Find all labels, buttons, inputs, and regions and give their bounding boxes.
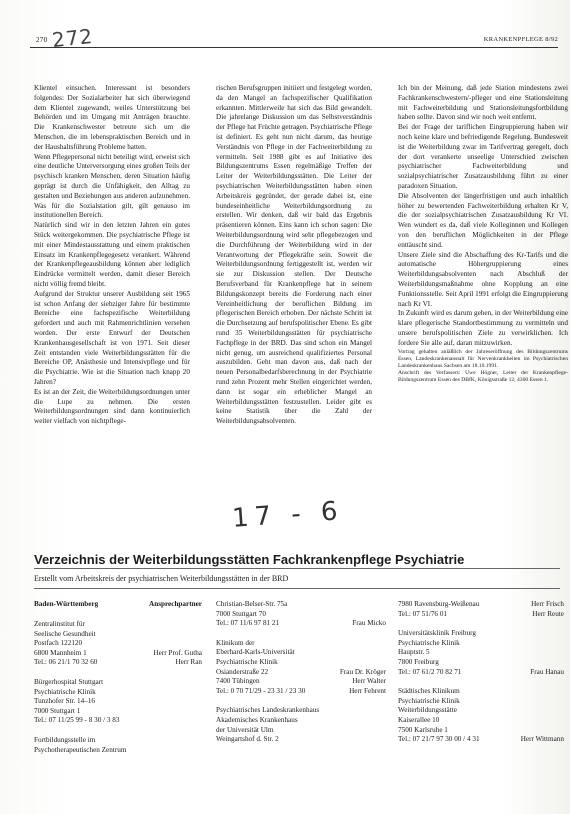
paragraph: Klientel einsuchen. Interessant ist besonders folgendes: Der Sozialarbeiter hat sich überwiegend dem Klientel zugewandt, weiles Unterstützung bei Behörden und im Umgang mit Anträgen brauchte. Die Krankenschwester betreute sich um die Menschen, die im lebenspraktischen Bereich und in der Haushaltsführung Probleme hatten.	[34, 84, 190, 151]
entry-line	[398, 735, 564, 745]
contact-person: Herr Frisch	[531, 600, 564, 608]
directory-entry	[216, 639, 386, 697]
address-text: Zentralinstitut für	[34, 620, 85, 628]
entry-line	[34, 649, 202, 659]
address-text: Postfach 122120	[34, 639, 83, 648]
entry-line	[34, 658, 202, 668]
entry-line	[216, 716, 386, 726]
directory-column-1	[34, 620, 202, 765]
entry-line	[398, 668, 564, 678]
paragraph: Bei der Frage der tariflichen Eingruppierung haben wir noch keine klare und befriedigende Regelung. Bundesweit ist die Weiterbildung zwar im Tarifvertrag geregelt, doch der dort verankerte unseelige Unterschied zwischen psychiatrischer Fachweiterbildung und sozialpsychiatrischer Zusatzausbildung führt zu einer paradoxen Situation.	[398, 123, 568, 190]
author-address: Anschrift des Verfassers: Uwe Högner, Leiter der Krankenpflege-Bildungszentrum Essen des DBfK, Königsstraße 12, 4300 Essen 1.	[398, 370, 568, 384]
article-column-3	[398, 84, 568, 572]
address-text: Weiterbildungsstätte	[398, 706, 457, 715]
directory-entry	[398, 629, 564, 677]
address-text: Psychiatrische Klinik	[398, 638, 460, 647]
entry-line	[216, 639, 386, 649]
address-text: Kaiserallee 10	[398, 715, 440, 724]
directory-entry	[34, 620, 202, 668]
entry-line	[216, 619, 386, 629]
entry-line	[34, 697, 202, 707]
footnote: Vortrag gehalten anläßlich der Jahreseröffnung des Bildungszentrums Essen, Landeskrankenanstalt für Nervenkrankheiten im Psychiatrischen Landeskrankenhaus Sachsen am 18.10.1991.	[398, 348, 568, 369]
entry-line	[34, 678, 202, 688]
contact-person: Frau Dr. Kröger	[339, 667, 386, 676]
entry-line	[398, 716, 564, 726]
entry-line	[398, 629, 564, 639]
address-text: der Universität Ulm	[216, 725, 274, 734]
entry-line	[216, 687, 386, 697]
handwritten-annotation: 17 - 6	[231, 496, 345, 534]
contact-person: Herr Ran	[175, 658, 202, 667]
address-text: Weingartshof d. Str. 2	[216, 735, 279, 744]
address-text: 7000 Stuttgart 70	[216, 609, 266, 618]
address-text: 7000 Stuttgart 1	[34, 706, 81, 715]
entry-line	[398, 658, 564, 668]
contact-person: Herr Walter	[352, 677, 386, 686]
address-text: Städtisches Klinikum	[398, 687, 460, 696]
address-text: Seelische Gesundheit	[34, 629, 96, 638]
address-text: Tunzhofer Str. 14–16	[34, 697, 96, 706]
paragraph: Wenn Pflegepersonal nicht beteiligt wird, erweist sich eine deutliche Unterversorgung eines großen Teils der psychisch kranken Menschen, deren Situation häufig geprägt ist durch die Unfähigkeit, den Alltag zu gestalten und Beziehungen aus anderen aufzunehmen. Was für die Sozialstation gilt, gilt genauso im institutionellen Bereich.	[34, 152, 190, 220]
contact-person: Herr Wittmann	[520, 735, 564, 744]
entry-line	[216, 610, 386, 620]
address-text: Psychiatrische Klinik	[398, 696, 460, 705]
address-text: 6800 Mannheim 1	[34, 648, 87, 657]
contact-person: Herr Prof. Gutha	[153, 648, 202, 657]
paragraph: In Zukunft wird es darum gehen, in der Weiterbildung eine klare pflegerische Standortbestimmung zu vermitteln und unsere berufspolitischen Ziele zu verwirklichen. Ich fordere Sie alle auf, daran mitzuwirken.	[398, 309, 568, 347]
contact-person: Herr Fehrent	[349, 686, 386, 695]
address-text: Tel.: 07 11/6 97 81 21	[216, 619, 280, 628]
entry-line	[398, 697, 564, 707]
entry-line	[398, 600, 564, 610]
address-text: 7400 Tübingen	[216, 677, 260, 686]
entry-line	[398, 706, 564, 716]
entry-line	[34, 736, 202, 746]
address-text: Tel.: 07 51/76 01	[398, 609, 448, 618]
entry-line	[398, 648, 564, 658]
entry-line	[216, 726, 386, 736]
directory-subtitle: Erstellt vom Arbeitskreis der psychiatrischen Weiterbildungsstätten in der BRD	[34, 574, 289, 583]
address-text: Tel.: 07 11/25 99 - 8 30 / 3 83	[34, 716, 120, 725]
entry-line	[34, 688, 202, 698]
directory-entry	[34, 736, 202, 755]
address-text: Klinikum der	[216, 638, 255, 647]
directory-entry	[216, 706, 386, 744]
entry-line	[398, 726, 564, 736]
journal-name: KRANKENPFLEGE 8/92	[483, 36, 558, 43]
paragraph: Die Absolventen der längerfristigen und auch inhaltlich höher zu bewertenden Fachweiterbildung erhalten Kr V, die der sozialpsychiatrischen Zusatzausbildung Kr VI. Wen wundert es da, daß viele Kolleginnen und Kollegen von den beruflichen Möglichkeiten in der Pflege enttäuscht sind.	[398, 191, 568, 249]
address-text: Tel.: 06 21/1 70 32 60	[34, 658, 98, 667]
contact-person: Frau Micko	[352, 619, 386, 628]
entry-line	[398, 687, 564, 697]
paragraph: Unsere Ziele sind die Abschaffung des Kr-Tarifs und die automatische Höhergruppierung eines Weiterbildungsabsolventen nach Abschluß der Weiterbildungsmaßnahme ohne Kopplung an eine Funktionsstelle. Seit April 1991 erfolgt die Eingruppierung nach Kr VI.	[398, 250, 568, 308]
address-text: Universitätsklinik Freiburg	[398, 629, 476, 638]
address-text: Christian-Belser-Str. 75a	[216, 600, 288, 608]
entry-line	[34, 620, 202, 630]
directory-entry	[34, 678, 202, 726]
entry-line	[34, 716, 202, 726]
page-number: 270	[36, 36, 48, 44]
divider	[34, 568, 560, 569]
address-text: Hauptstr. 5	[398, 648, 430, 657]
entry-line	[34, 746, 202, 756]
address-text: Tel.: 07 61/2 70 82 71	[398, 667, 462, 676]
directory-title: Verzeichnis der Weiterbildungsstätten Fachkrankenpflege Psychiatrie	[34, 552, 465, 567]
directory-entry	[398, 600, 564, 619]
address-text: Tel.: 07 21/7 97 30 00 / 4 31	[398, 735, 480, 744]
address-text: Bürgerhospital Stuttgart	[34, 677, 104, 686]
directory-entry	[398, 687, 564, 745]
entry-line	[216, 706, 386, 716]
address-text: Psychiatrisches Landeskrankenhaus	[216, 706, 320, 715]
entry-line	[216, 677, 386, 687]
address-text: 7980 Ravensburg-Weißenau	[398, 600, 480, 608]
directory-column-3	[398, 600, 564, 755]
address-text: 7800 Freiburg	[398, 657, 439, 666]
address-text: 7500 Karlsruhe 1	[398, 725, 448, 734]
address-text: Tel.: 0 70 71/29 - 23 31 / 23 30	[216, 686, 306, 695]
address-text: Psychiatrische Klinik	[216, 657, 278, 666]
directory-column-2	[216, 600, 386, 755]
address-text: Osianderstraße 22	[216, 667, 269, 676]
address-text: Eberhard-Karls-Universität	[216, 648, 295, 657]
handwritten-page-number: 272	[50, 23, 95, 53]
entry-line	[216, 658, 386, 668]
entry-line	[398, 639, 564, 649]
state-heading: Baden-Württemberg	[34, 600, 99, 608]
entry-line	[34, 707, 202, 717]
paragraph: Es ist an der Zeit, die Weiterbildungsordnungen unter die Lupe zu nehmen. Die ersten Weiterbildungsordnungen sind dann kontinuierlich weiter vielfach von nichtpflege-	[34, 387, 190, 426]
entry-line	[216, 648, 386, 658]
contact-heading: Ansprechpartner	[149, 600, 202, 608]
page-header	[30, 23, 558, 53]
entry-line	[216, 735, 386, 745]
paragraph: Aufgrund der Struktur unserer Ausbildung seit 1965 ist schon Anfang der siebziger Jahre für bestimmte Bereiche eine fachspezifische Weiterbildung gefordert und auch mit Rahmenrichtlinien versehen worden. Der erste Entwurf der Deutschen Krankenhausgesellschaft ist von 1971. Seit dieser Zeit entstanden viele Weiterbildungsstätten für die Bereiche OP, Anästhesie und Intensivpflege und für die Psychiatrie. Wie ist die Situation nach knapp 20 Jahren?	[34, 289, 190, 386]
directory-entries	[34, 600, 564, 810]
paragraph: Ich bin der Meinung, daß jede Station mindestens zwei Fachkrankenschwestern/-pfleger und eine Stationsleitung mit Fachweiterbildung und Stationsleitungsfortbildung haben sollte. Davon sind wir noch weit entfernt.	[398, 84, 568, 122]
address-text: Psychotherapeutischen Zentrum	[34, 745, 127, 754]
address-text: Akademisches Krankenhaus	[216, 715, 298, 724]
contact-person: Herr Reute	[532, 609, 564, 618]
article-column-1	[34, 84, 190, 572]
header-rule	[30, 47, 558, 48]
paragraph: rischen Berufsgruppen initiiert und festgelegt worden, da den Mangel an fachspezifischer Qualifikation erkannten. Mittlerweile hat sich das Bild gewandelt. Die jahrelange Diskussion um das Selbstverständnis der Pflege hat Früchte getragen. Psychiatrische Pflege ist definiert. Es geht nun nicht darum, das heutige Verständnis von Pflege in der Fachweiterbildung zu vermitteln. Seit 1988 gibt es auf Initiative des Bildungszentrums Essen regelmäßige Treffen der Leiter der Weiterbildungsstätten. Die Leiter der psychiatrischen Weiterbildungsstätten haben einen Arbeitskreis gegründet, der gerade dabei ist, eine bundeseinheitliche Weiterbildungsordnung zu erstellen. Wir denken, daß wir bald das Ergebnis präsentieren können. Eins kann ich schon sagen: Die Weiterbildungsordnung wird sehr pflegebezogen und die Durchführung der Weiterbildung wird in der Verantwortung der Pflegekräfte sein. Soweit die Weiterbildungsordnung fertiggestellt ist, werden wir sie zur Diskussion stellen. Der Deutsche Berufsverband für Krankenpflege hat in seinem Bildungskonzept bereits die Forderung nach einer Vereinheitlichung der beruflichen Bildung im pflegerischen Bereich erhoben. Der nächste Schritt ist die Durchsetzung auf berufspolitischer Ebene. Es gibt rund 35 Weiterbildungsstätten für psychiatrische Fachpflege in der BRD. Das sind schon ein Mangel nicht genug, um ausreichend qualifiziertes Personal auszubilden. Geht man davon aus, daß nach der neuen Personalbedarfsberechnung in der Psychiatrie rund zehn Prozent mehr Stellen eingerichtet werden, dann ist sogar ein erheblicher Mangel an Weiterbildungsstätten festzustellen. Leider gibt es keine Statistik über die Zahl der Weiterbildungsabsolventen.	[216, 84, 372, 426]
entry-line	[34, 639, 202, 649]
entry-line	[216, 600, 386, 610]
contact-person: Frau Hanau	[530, 667, 564, 676]
entry-line	[398, 610, 564, 620]
entry-line	[34, 630, 202, 640]
divider	[34, 588, 560, 589]
paragraph: Natürlich sind wir in den letzten Jahren ein gutes Stück weitergekommen. Die psychiatrische Pflege ist mit einer Mindestausstattung und einem praktischen Einsatz im Krankenpflegegesetz verankert. Während der Krankenpflegeausbildung können aber lediglich Eindrücke vermittelt werden, damit dieser Bereich nicht völlig fremd bleibt.	[34, 221, 190, 288]
directory-column-heading	[34, 600, 202, 610]
address-text: Fortbildungsstelle im	[34, 735, 96, 744]
address-text: Psychiatrische Klinik	[34, 687, 96, 696]
directory-entry	[216, 600, 386, 629]
entry-line	[216, 668, 386, 678]
